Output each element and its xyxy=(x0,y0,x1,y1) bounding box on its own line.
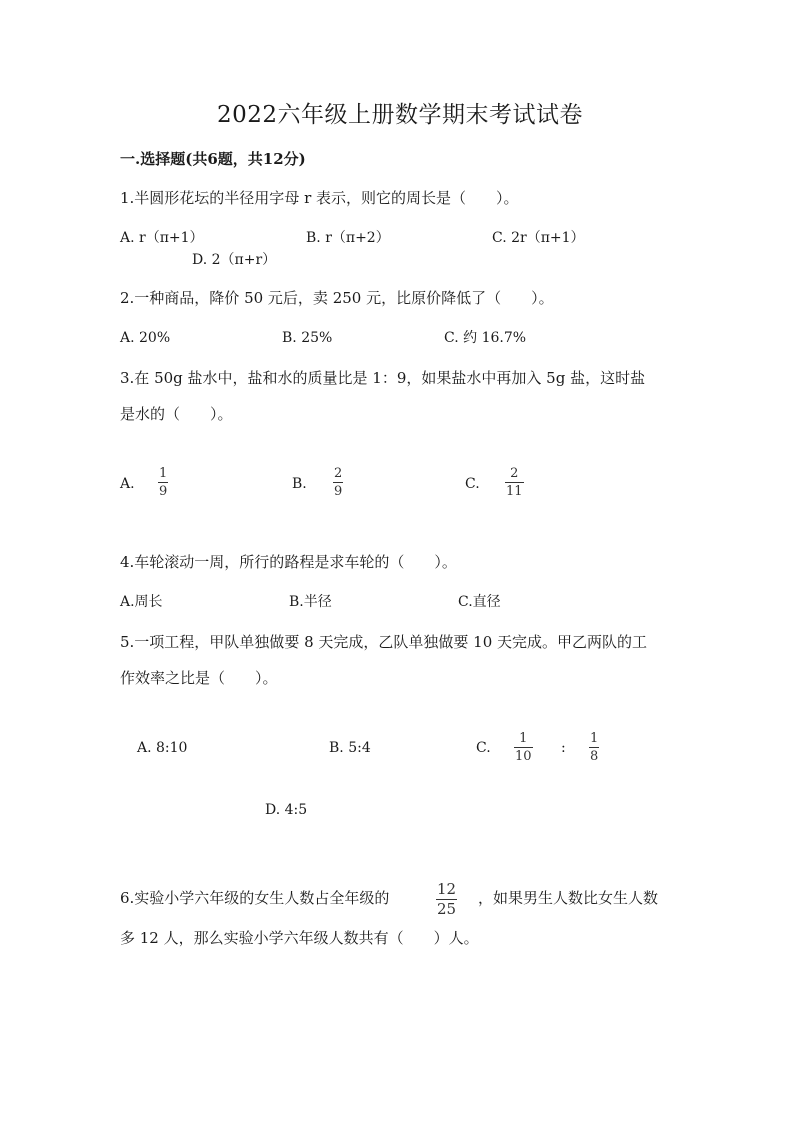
fraction-bar xyxy=(333,482,343,483)
q2-option-a: A. 20% xyxy=(120,330,171,346)
q5-option-c-fraction-2 xyxy=(589,731,599,764)
question-5-line-2: 作效率之比是（ ）。 xyxy=(120,669,278,687)
question-3-line-2: 是水的（ ）。 xyxy=(120,405,233,423)
question-6-line-1-part-1: 6.实验小学六年级的女生人数占全年级的 xyxy=(120,889,390,907)
q2-option-b: B. 25% xyxy=(282,330,333,346)
fraction-numerator: 12 xyxy=(437,880,457,898)
q1-option-d: D. 2（π+r） xyxy=(192,252,277,268)
q5-option-c-fraction-1 xyxy=(514,731,533,764)
q4-option-c: C.直径 xyxy=(458,594,501,610)
fraction-bar xyxy=(514,747,533,748)
q5-ratio-separator: : xyxy=(561,740,566,756)
q5-option-d: D. 4:5 xyxy=(265,802,308,818)
question-4-text: 4.车轮滚动一周，所行的路程是求车轮的（ ）。 xyxy=(120,553,457,571)
question-3-line-1: 3.在 50g 盐水中，盐和水的质量比是 1：9，如果盐水中再加入 5g 盐，这时盐 xyxy=(120,369,646,387)
fraction-numerator: 2 xyxy=(510,466,519,481)
q5-option-a: A. 8:10 xyxy=(137,740,188,756)
q3-option-c-letter: C. xyxy=(465,476,480,492)
q3-option-b-letter: B. xyxy=(292,476,307,492)
q5-option-b: B. 5:4 xyxy=(329,740,371,756)
question-5-line-1: 5.一项工程，甲队单独做要 8 天完成，乙队单独做要 10 天完成。甲乙两队的工 xyxy=(120,633,648,651)
fraction-numerator: 2 xyxy=(334,466,343,481)
section-heading: 一.选择题(共6题，共12分) xyxy=(120,150,306,168)
question-2-text: 2.一种商品，降价 50 元后，卖 250 元，比原价降低了（ ）。 xyxy=(120,289,554,307)
fraction-numerator: 1 xyxy=(590,731,599,746)
q3-option-a-fraction xyxy=(158,466,168,499)
fraction-denominator: 9 xyxy=(334,484,343,499)
fraction-bar xyxy=(158,482,168,483)
page-title: 2022六年级上册数学期末考试试卷 xyxy=(216,102,584,128)
q3-option-a-letter: A. xyxy=(120,476,135,492)
fraction-denominator: 11 xyxy=(506,484,523,499)
fraction-denominator: 10 xyxy=(515,749,532,764)
q5-option-c-letter: C. xyxy=(476,740,491,756)
q2-option-c: C. 约 16.7% xyxy=(444,330,527,346)
q4-option-a: A.周长 xyxy=(120,594,163,610)
fraction-bar xyxy=(589,747,599,748)
q3-option-b-fraction xyxy=(333,466,343,499)
fraction-denominator: 8 xyxy=(590,749,599,764)
question-6-line-1-part-2: ，如果男生人数比女生人数 xyxy=(478,889,659,907)
q1-option-a: A. r（π+1） xyxy=(120,230,204,246)
q4-option-b: B.半径 xyxy=(289,594,332,610)
fraction-denominator: 9 xyxy=(159,484,168,499)
q3-option-c-fraction xyxy=(505,466,524,499)
question-1-text: 1.半圆形花坛的半径用字母 r 表示，则它的周长是（ ）。 xyxy=(120,189,519,207)
fraction-numerator: 1 xyxy=(519,731,528,746)
question-6-line-2: 多 12 人，那么实验小学六年级人数共有（ ）人。 xyxy=(120,929,479,947)
q1-option-b: B. r（π+2） xyxy=(306,230,390,246)
fraction-numerator: 1 xyxy=(159,466,168,481)
q1-option-c: C. 2r（π+1） xyxy=(492,230,585,246)
fraction-bar xyxy=(505,482,524,483)
q6-fraction xyxy=(436,881,457,918)
fraction-denominator: 25 xyxy=(437,900,457,918)
